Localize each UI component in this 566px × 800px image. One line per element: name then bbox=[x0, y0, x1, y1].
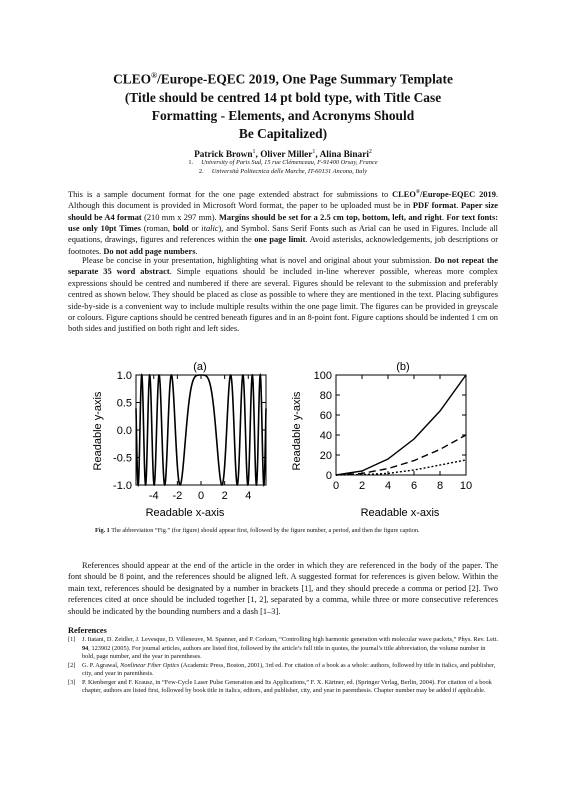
panel-a-xlabel: Readable x-axis bbox=[145, 507, 225, 519]
y-tick-label: 60 bbox=[319, 410, 332, 422]
affiliations bbox=[60, 158, 506, 176]
title-line: CLEO bbox=[113, 71, 152, 87]
panel-a-label: (a) bbox=[193, 361, 207, 373]
y-tick-label: 0.0 bbox=[116, 425, 132, 437]
title-line: /Europe-EQEC 2019, One Page Summary Template bbox=[157, 71, 453, 87]
author-name: Alina Binari bbox=[319, 150, 369, 161]
x-tick-label: 6 bbox=[410, 480, 418, 492]
plot-frame bbox=[336, 375, 466, 475]
x-tick-label: -2 bbox=[172, 490, 183, 502]
affiliation-mark: 2 bbox=[368, 149, 372, 155]
y-tick-label: 40 bbox=[319, 430, 332, 442]
x-tick-label: 2 bbox=[358, 480, 366, 492]
affiliation: 2. Università Politecnica delle Marche, IT-60131 Ancona, Italy bbox=[198, 168, 368, 175]
y-tick-label: 80 bbox=[319, 390, 332, 402]
affiliation: 1. University of Paris Sud, 15 rue Clémenceau, F-91400 Orsay, France bbox=[188, 159, 378, 166]
y-tick-label: 0 bbox=[325, 470, 332, 482]
panel-b-xlabel: Readable x-axis bbox=[360, 507, 440, 519]
paper-title bbox=[60, 67, 506, 143]
x-tick-label: 8 bbox=[436, 480, 444, 492]
title-line: Be Capitalized) bbox=[238, 126, 328, 142]
author-name: Oliver Miller bbox=[260, 150, 313, 161]
figure-plots bbox=[80, 356, 486, 526]
author-name: Patrick Brown bbox=[194, 150, 253, 161]
figure-1 bbox=[80, 356, 486, 526]
series-cos-x2 bbox=[136, 375, 266, 485]
reference-item: [3] P. Kienberger and F. Krausz, in “Few-Cycle Laser Pulse Generation and Its Applications,” F. X. Kärtner, ed. (Springer Verlag, Berlin, 2004). For citation of a book chapter, authors are listed first, followed by book title in italics, editors, and publisher, city, and year in parenthesis. Chapter number may be added if applicable. bbox=[68, 678, 492, 694]
affiliation-mark: 1 bbox=[312, 149, 316, 155]
title-line: Formatting - Elements, and Acronyms Should bbox=[151, 107, 415, 123]
x-tick-label: -4 bbox=[148, 490, 159, 502]
y-tick-label: 1.0 bbox=[116, 370, 132, 382]
y-tick-label: -1.0 bbox=[113, 480, 132, 492]
reference-item: [2] G. P. Agrawal, Nonlinear Fiber Optics (Academic Press, Boston, 2001), 3rd ed. For citation of a book as a whole: authors, followed by title in italics, and publisher, city, and year in parenthesis. bbox=[68, 661, 496, 677]
figure-caption: Fig. 1 The abbreviation “Fig.” (for figure) should appear first, followed by the figure number, a period, and then the figure caption. bbox=[95, 527, 420, 534]
reference-item: [1] J. Itatani, D. Zeidler, J. Levesque, D. Villeneuve, M. Spanner, and P. Corkum, “Controlling high harmonic generation with molecular wave packets,” Phys. Rev. Lett. 94, 123902 (2005). For journal articles, authors are listed first, followed by the article’s full title in quotes, the journal’s title abbreviation, the volume number in bold, page number, and the year in parentheses. bbox=[68, 636, 499, 660]
guidelines-paragraph: Please be concise in your presentation, highlighting what is novel and original about your submission. Do not repeat the separate 35 word abstract. Simple equations should be included in-line wherever possible, whereas more complex expressions should be centred and numbered if there are several. Figures should be relevant to the submission and preferably centred as shown below. They should be placed as close as possible to where they are mentioned in the text. Placing subfigures side-by-side is a convenient way to include multiple results within the one page limit. The figures can be provided in greyscale or colours. Figure captions should be centred beneath figures and in an 8-point font. Figure captions should be indented 1 cm on both sides and justified on both right and left sides. bbox=[68, 256, 498, 334]
panel-a bbox=[92, 361, 266, 519]
reference-list bbox=[68, 636, 498, 696]
x-tick-label: 4 bbox=[384, 480, 392, 492]
x-tick-label: 10 bbox=[459, 480, 473, 492]
references-paragraph: References should appear at the end of the article in the order in which they are referenced in the body of the paper. The font should be 8 point, and the references should be aligned left. A suggested format for references is given below. Within the main text, references should be designated by a number in brackets [1], and they should precede a comma or period [2]. Two references cited at once should be included together [1, 2], separated by a comma, while three or more consecutive references should be indicated by the bounding numbers and a dash [1–3]. bbox=[68, 561, 498, 616]
author-list: Patrick Brown$^1$, Oliver Miller$^1$, Alina Binari$^2$ bbox=[194, 149, 372, 161]
x-tick-label: 0 bbox=[197, 490, 205, 502]
affiliation-mark: 1 bbox=[252, 149, 256, 155]
panel-b-label: (b) bbox=[396, 361, 410, 373]
x-tick-label: 0 bbox=[332, 480, 340, 492]
y-tick-label: 20 bbox=[319, 450, 332, 462]
series-dotted bbox=[336, 460, 466, 475]
panel-b-ylabel: Readable y-axis bbox=[291, 391, 303, 471]
series-solid bbox=[336, 375, 466, 475]
intro-paragraph: This is a sample document format for the one page extended abstract for submissions to CLEO®/Europe-EQEC 2019. Although this document is provided in Microsoft Word format, the paper to be uploaded must be in PDF format. Paper size should be A4 format (210 mm x 297 mm). Margins should be set for a 2.5 cm top, bottom, left, and right. For text fonts: use only 10pt Times (roman, bold or italic), and Symbol. Sans Serif Fonts such as Arial can be used in Figures. Include all equations, drawings, figures and references within the one page limit. Avoid asterisks, acknowledgements, job descriptions or footnotes. Do not add page numbers. bbox=[68, 189, 499, 256]
x-tick-label: 4 bbox=[245, 490, 252, 502]
y-tick-label: 0.5 bbox=[116, 397, 132, 410]
registered-mark: ® bbox=[151, 71, 158, 80]
title-line: (Title should be centred 14 pt bold type, with Title Case bbox=[124, 89, 442, 105]
panel-b bbox=[291, 361, 472, 519]
y-tick-label: -0.5 bbox=[113, 452, 132, 465]
series-dashed bbox=[336, 435, 466, 475]
panel-a-ylabel: Readable y-axis bbox=[92, 391, 104, 471]
references-heading: References bbox=[68, 626, 107, 635]
x-tick-label: 2 bbox=[221, 490, 228, 502]
y-tick-label: 100 bbox=[313, 370, 332, 382]
